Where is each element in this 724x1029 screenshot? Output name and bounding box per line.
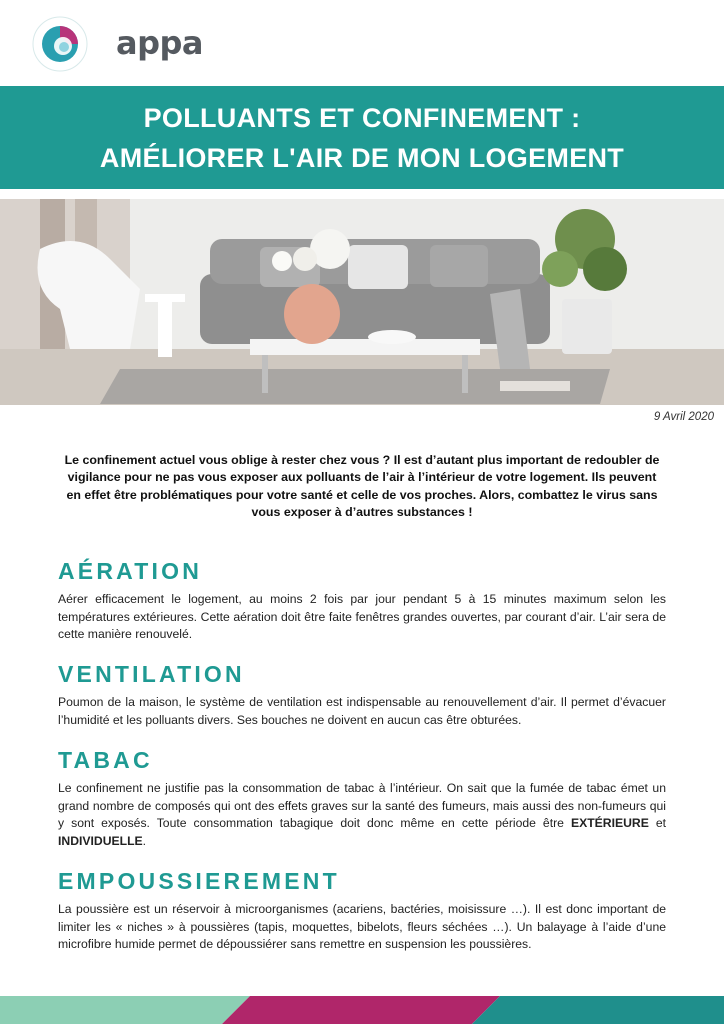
footer-stripe-teal bbox=[472, 996, 724, 1024]
section-title-ventilation: VENTILATION bbox=[58, 661, 245, 687]
section-text-aeration: Aérer efficacement le logement, au moins 2 fois par jour pendant 5 à 15 minutes maximum selon les températures extérieures. Cette aération doit être faite fenêtres grandes ouvertes, par courant d’air. L’air sera de cette manière renouvelé. bbox=[58, 592, 666, 641]
footer-stripe bbox=[0, 994, 724, 1024]
tabac-text-main: Le confinement ne justifie pas la consommation de tabac à l’intérieur. On sait que la fumée de tabac émet un grand nombre de composés qui ont des effets graves sur la santé des fumeurs, mais aussi des non-fumeurs qui y sont exposés. Toute consommation tabagique doit donc même en cette période être bbox=[58, 781, 666, 830]
section-text-empoussierement: La poussière est un réservoir à microorganismes (acariens, bactéries, moisissure …). Il est donc important de limiter les « niches » à poussières (tapis, moquettes, bibelots, fleurs séchées …). Un balayage à l’aide d’une microfibre humide permet de dépoussiérer sans remettre en suspension les poussières. bbox=[58, 902, 666, 951]
page-title-line2: AMÉLIORER L'AIR DE MON LOGEMENT bbox=[99, 143, 625, 173]
logo-emblem bbox=[26, 8, 96, 80]
title-banner bbox=[0, 86, 724, 189]
publication-date: 9 Avril 2020 bbox=[653, 411, 714, 423]
section-title-aeration: AÉRATION bbox=[58, 558, 203, 584]
tabac-text-end: . bbox=[142, 833, 147, 848]
appa-logo bbox=[26, 8, 203, 80]
page-title-line1: POLLUANTS ET CONFINEMENT : bbox=[143, 103, 581, 133]
tabac-bold-exterieure: EXTÉRIEURE bbox=[570, 816, 649, 830]
logo-wordmark: appa bbox=[116, 24, 203, 62]
section-text-ventilation: Poumon de la maison, le système de ventilation est indispensable au renouvellement d’air. Il permet d’évacuer l’humidité et les polluants divers. Ses bouches ne doivent en aucun cas être obturées. bbox=[58, 695, 666, 727]
footer-stripe-magenta bbox=[222, 996, 500, 1024]
tabac-text-and: et bbox=[648, 816, 666, 830]
section-title-tabac: TABAC bbox=[58, 747, 153, 773]
section-title-empoussierement: EMPOUSSIEREMENT bbox=[58, 868, 340, 894]
living-room-photo bbox=[0, 199, 724, 405]
section-text-tabac bbox=[58, 780, 666, 850]
intro-paragraph: Le confinement actuel vous oblige à rester chez vous ? Il est d’autant plus important de redoubler de vigilance pour ne pas vous exposer aux polluants de l’air à l’intérieur de votre logement. Ils peuvent en effet être problématiques pour votre santé et celle de vos proches. Alors, combattez le virus sans vous exposer à d’autres substances ! bbox=[64, 453, 660, 520]
tabac-bold-individuelle: INDIVIDUELLE bbox=[58, 833, 143, 848]
footer-stripe-green bbox=[0, 996, 250, 1024]
